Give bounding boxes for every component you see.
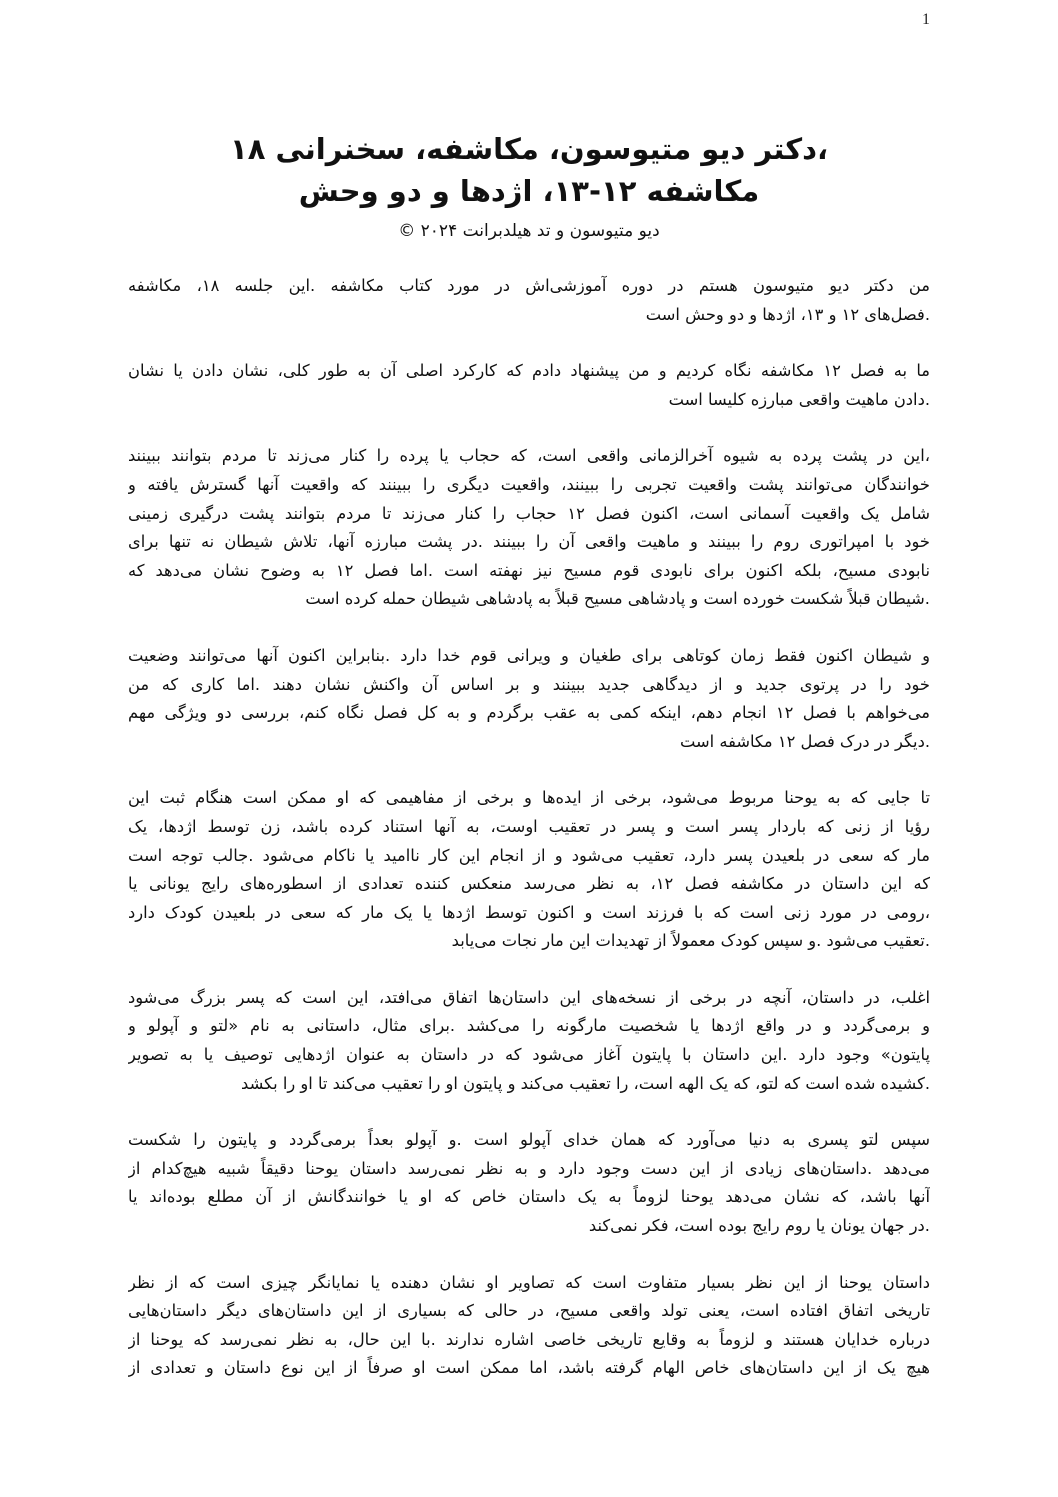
- text-line: رؤیا از زنی که باردار پسر است و پسر در تعقیب اوست، به آنها استناد کرده باشد، زن توسط اژدها، یک: [128, 816, 930, 836]
- text-line: مار که سعی در بلعیدن پسر دارد، تعقیب می‌شود و از انجام این کار ناامید یا ناکام می‌شود .جالب توجه است: [128, 845, 930, 865]
- text-line: .شیطان قبلاً شکست خورده است و پادشاهی مسیح قبلاً به پادشاهی شیطان حمله کرده است: [305, 589, 930, 609]
- page-number: 1: [922, 11, 930, 28]
- text-line: و برمی‌گردد و در واقع اژدها یا شخصیت مارگونه را می‌کشد .برای مثال، داستانی به نام «لتو و آپولو و: [128, 1016, 930, 1036]
- text-line: خوانندگان می‌توانند پشت واقعیت تجربی را ببینند، واقعیت دیگری را ببینند که واقعیت آنها گسترش یافته و: [128, 474, 930, 494]
- text-line: من دکتر دیو متیوسون هستم در دوره آموزشی‌اش در مورد کتاب مکاشفه .این جلسه ۱۸، مکاشفه: [128, 276, 930, 295]
- paragraph-6: [128, 984, 930, 1098]
- text-line: می‌دهد .داستان‌های زیادی از این دست وجود دارد و به نظر نمی‌رسد داستان یوحنا دقیقاً شبیه هیچ‌کدام از: [128, 1158, 930, 1178]
- text-line: .دادن ماهیت واقعی مبارزه کلیسا است: [668, 389, 930, 409]
- copyright-line: دیو متیوسون و تد هیلدبرانت ۲۰۲۴ ©: [398, 221, 660, 241]
- text-line: هیچ یک از این داستان‌های خاص الهام گرفته باشد، اما ممکن است او صرفاً از این نوع داستان و تعدادی از: [128, 1358, 930, 1378]
- paragraph-3: [128, 442, 930, 614]
- text-line: درباره خدایان هستند و لزوماً به وقایع تاریخی خاصی اشاره ندارند .با این حال، به نظر نمی‌رسد که یوحنا از: [128, 1329, 930, 1349]
- title-line-2: مکاشفه ۱۲-۱۳، اژدها و دو وحش: [298, 174, 760, 208]
- text-line: .کشیده شده است که لتو، که یک الهه است، را تعقیب می‌کند و پایتون او را تعقیب می‌کند تا او را بکشد: [241, 1073, 930, 1093]
- text-line: .تعقیب می‌شود .و سپس کودک معمولاً از تهدیدات این مار نجات می‌یابد: [451, 931, 930, 951]
- paragraph-4: [128, 642, 930, 756]
- paragraph-5: [128, 784, 930, 956]
- text-line: آنها باشد، که نشان می‌دهد یوحنا لزوماً به یک داستان خاص که او یا خوانندگانش از آن مطلع بوده‌اند یا: [128, 1187, 930, 1207]
- text-line: ،این در پشت پرده به شیوه آخرالزمانی واقعی است، که حجاب یا پرده را کنار می‌زند تا مردم بتوانند ببینند: [128, 446, 930, 466]
- paragraph-1: [128, 272, 930, 329]
- text-line: نابودی مسیح، بلکه اکنون برای نابودی قوم مسیح نیز نهفته است .اما فصل ۱۲ به وضوح نشان می‌دهد که: [128, 560, 930, 580]
- title-line-1: ،دکتر دیو متیوسون، مکاشفه، سخنرانی ۱۸: [230, 132, 828, 166]
- text-line: پایتون» وجود دارد .این داستان با پایتون آغاز می‌شود که در داستان به عنوان اژدهایی توصیف یا به تصویر: [128, 1045, 930, 1065]
- text-line: .دیگر در درک فصل ۱۲ مکاشفه است: [680, 731, 930, 751]
- paragraph-2: [128, 357, 930, 414]
- text-line: شامل یک واقعیت آسمانی است، اکنون فصل ۱۲ حجاب را کنار می‌زند تا مردم بتوانند پشت درگیری زمینی: [128, 503, 930, 523]
- text-line: .در جهان یونان یا روم رایج بوده است، فکر نمی‌کند: [588, 1216, 930, 1236]
- document-body: [128, 272, 930, 1411]
- text-line: ،رومی در مورد زنی است که با فرزند است و اکنون توسط اژدها یا یک مار که سعی در بلعیدن کودک دارد: [128, 902, 930, 922]
- text-line: .فصل‌های ۱۲ و ۱۳، اژدها و دو وحش است: [645, 304, 930, 324]
- paragraph-8: [128, 1269, 930, 1383]
- paragraph-7: [128, 1126, 930, 1240]
- document-title-block: [128, 128, 930, 248]
- text-line: که این داستان در مکاشفه فصل ۱۲، به نظر می‌رسد منعکس کننده تعدادی از اسطوره‌های رایج یونانی یا: [128, 874, 930, 894]
- text-line: تاریخی اتفاق افتاده است، یعنی تولد واقعی مسیح، در حالی که بسیاری از این داستان‌های دیگر داستان‌هایی: [128, 1301, 930, 1321]
- text-line: ما به فصل ۱۲ مکاشفه نگاه کردیم و من پیشنهاد دادم که کارکرد اصلی آن به طور کلی، نشان دادن یا نشان: [128, 361, 930, 381]
- text-line: سپس لتو پسری به دنیا می‌آورد که همان خدای آپولو است .و آپولو بعداً برمی‌گردد و پایتون را شکست: [128, 1130, 930, 1150]
- text-line: خود را در پرتوی جدید و از دیدگاهی جدید ببینند و بر اساس آن واکنش نشان دهند .اما کاری که من: [128, 674, 930, 694]
- text-line: اغلب، در داستان، آنچه در برخی از نسخه‌های این داستان‌ها اتفاق می‌افتد، این است که پسر بزرگ می‌شود: [128, 987, 930, 1007]
- text-line: می‌خواهم با فصل ۱۲ انجام دهم، اینکه کمی به عقب برگردم و به کل فصل نگاه کنم، بررسی دو ویژگی مهم: [128, 703, 930, 723]
- text-line: داستان یوحنا از این نظر بسیار متفاوت است که تصاویر او نشان دهنده یا نمایانگر چیزی است که از نظر: [128, 1272, 930, 1292]
- text-line: تا جایی که به یوحنا مربوط می‌شود، برخی از ایده‌ها و برخی از مفاهیمی که او ممکن است هنگام ثبت این: [128, 788, 930, 808]
- text-line: خود با امپراتوری روم را ببینند و ماهیت واقعی آن را ببینند .در پشت مبارزه آنها، تلاش شیطان نه تنها برای: [128, 532, 930, 552]
- text-line: و شیطان اکنون فقط زمان کوتاهی برای طغیان و ویرانی قوم خدا دارد .بنابراین اکنون آنها می‌توانند وضعیت: [128, 645, 930, 665]
